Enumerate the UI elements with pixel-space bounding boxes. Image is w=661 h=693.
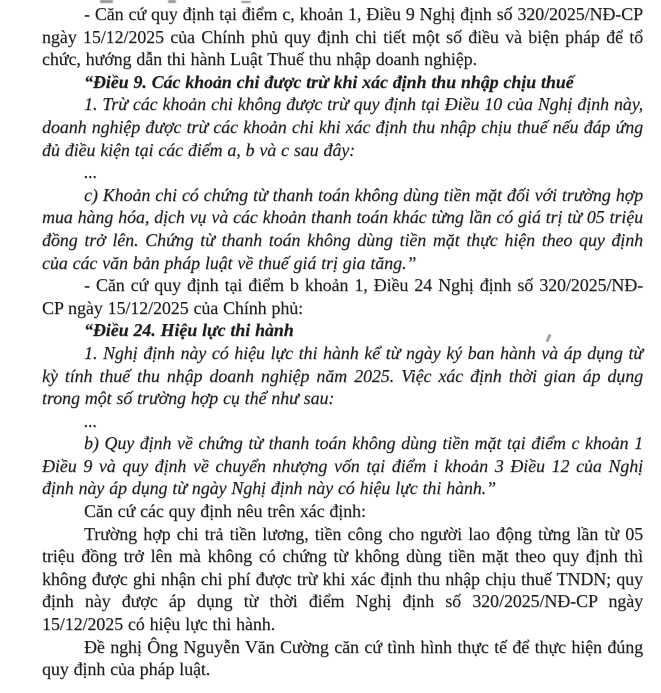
ellipsis-omission-1: ... xyxy=(84,162,98,183)
quote-dieu24-khoan1: 1. Nghị định này có hiệu lực thi hành kể từ ngày ký ban hành và áp dụng từ kỳ tính thuế thu nhập doanh nghiệp năm 2025. Việc xác định thời gian áp dụng trong một số trường hợp cụ thể như sau: xyxy=(42,342,643,409)
conclusion-determination: Trường hợp chi trả tiền lương, tiền công cho người lao động từng lần từ 05 triệu đồng trở lên mà không có chứng từ không dùng tiền mặt theo quy định thì không được ghi nhận chi phí được trừ khi xác định thu nhập chịu thuế TNDN; quy định này được áp dụng từ thời điểm Nghị định số 320/2025/NĐ-CP ngày 15/12/2025 có hiệu lực thi hành. xyxy=(42,523,643,635)
quote-dieu9-khoan1: 1. Trừ các khoản chi không được trừ quy định tại Điều 10 của Nghị định này, doanh nghiệp được trừ các khoản chi khi xác định thu nhập chịu thuế nếu đáp ứng đủ điều kiện tại các điểm a, b và c sau đây: xyxy=(42,94,643,160)
heading-dieu-24: “Điều 24. Hiệu lực thi hành xyxy=(84,320,294,341)
citation-dieu-24: - Căn cứ quy định tại điểm b khoản 1, Điều 24 Nghị định số 320/2025/NĐ-CP ngày 15/12/2025 của Chính phủ: xyxy=(42,275,643,318)
ellipsis-omission-2: ... xyxy=(84,410,98,431)
conclusion-intro: Căn cứ các quy định nêu trên xác định: xyxy=(84,501,366,522)
heading-dieu-9: “Điều 9. Các khoản chi được trừ khi xác định thu nhập chịu thuế xyxy=(84,71,574,92)
quote-dieu9-diem-c: c) Khoản chi có chứng từ thanh toán không dùng tiền mặt đối với trường hợp mua hàng hóa, dịch vụ và các khoản thanh toán khác từng lần có giá trị từ 05 triệu đồng trở lên. Chứng từ thanh toán không dùng tiền mặt thực hiện theo quy định của các văn bản pháp luật về thuế giá trị gia tăng.” xyxy=(42,184,643,273)
citation-dieu-9: - Căn cứ quy định tại điểm c, khoản 1, Điều 9 Nghị định số 320/2025/NĐ-CP ngày 15/12/2025 của Chính phủ quy định chi tiết một số điều và biện pháp để tổ chức, hướng dẫn thi hành Luật Thuế thu nhập doanh nghiệp. xyxy=(42,4,643,70)
closing-request: Đề nghị Ông Nguyễn Văn Cường căn cứ tình hình thực tế để thực hiện đúng quy định của pháp luật. xyxy=(42,636,643,680)
quote-dieu24-diem-b: b) Quy định về chứng từ thanh toán không dùng tiền mặt tại điểm c khoản 1 Điều 9 và quy định về chuyển nhượng vốn tại điểm i khoản 3 Điều 12 của Nghị định này áp dụng từ ngày Nghị định này có hiệu lực thi hành.” xyxy=(42,433,643,499)
document-body xyxy=(42,3,643,681)
